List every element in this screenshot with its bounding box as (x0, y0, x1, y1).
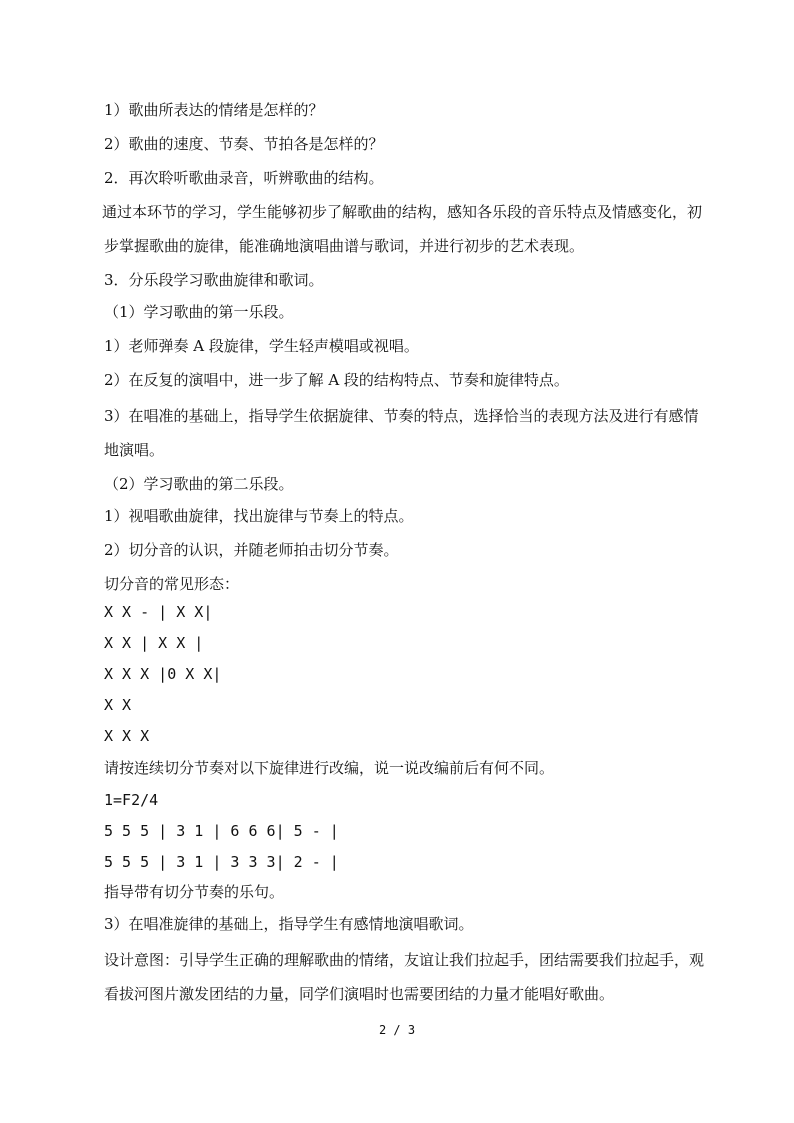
syncopation-forms-heading: 切分音的常见形态： (104, 575, 240, 593)
item-guide-phrase: 指导带有切分节奏的乐句。 (104, 883, 285, 901)
rhythm-pattern-3: X X X |0 X X| (104, 665, 222, 683)
rhythm-pattern-2: X X | X X | (104, 634, 204, 652)
item-teacher-plays-a: 1）老师弹奏 A 段旋律，学生轻声模唱或视唱。 (104, 337, 419, 355)
melody-line-2: 5 5 5 | 3 1 | 3 3 3| 2 - | (104, 853, 339, 871)
adaptation-instruction: 请按连续切分节奏对以下旋律进行改编，说一说改编前后有何不同。 (104, 759, 555, 777)
page-number: 2 / 3 (378, 1023, 416, 1037)
subsection-first-part: （1）学习歌曲的第一乐段。 (104, 303, 294, 321)
step-3-sections: 3．分乐段学习歌曲旋律和歌词。 (104, 271, 324, 289)
rhythm-pattern-1: X X - | X X| (104, 603, 213, 621)
rhythm-pattern-5: X X X (104, 727, 150, 745)
question-emotion: 1）歌曲所表达的情绪是怎样的？ (104, 101, 324, 119)
item-sing-lyrics: 3）在唱准旋律的基础上，指导学生有感情地演唱歌词。 (104, 915, 474, 933)
rhythm-pattern-4: X X (104, 696, 132, 714)
step-2-listen: 2．再次聆听歌曲录音，听辨歌曲的结构。 (104, 169, 384, 187)
item-sight-sing: 1）视唱歌曲旋律，找出旋律与节奏上的特点。 (104, 507, 414, 525)
subsection-second-part: （2）学习歌曲的第二乐段。 (104, 475, 294, 493)
question-tempo-rhythm: 2）歌曲的速度、节奏、节拍各是怎样的？ (104, 135, 384, 153)
item-syncopation-intro: 2）切分音的认识，并随老师拍击切分节奏。 (104, 541, 399, 559)
item-repeat-singing: 2）在反复的演唱中，进一步了解 A 段的结构特点、节奏和旋律特点。 (104, 371, 569, 389)
item-guide-expression: 3）在唱准的基础上，指导学生依据旋律、节奏的特点，选择恰当的表现方法及进行有感情地演唱。 (104, 407, 699, 459)
paragraph-learning-goal: 通过本环节的学习，学生能够初步了解歌曲的结构，感知各乐段的音乐特点及情感变化，初步掌握歌曲的旋律，能准确地演唱曲谱与歌词，并进行初步的艺术表现。 (102, 203, 703, 255)
key-signature: 1=F2/4 (104, 791, 159, 809)
design-intent-paragraph: 设计意图：引导学生正确的理解歌曲的情绪，友谊让我们拉起手，团结需要我们拉起手，观看拔河图片激发团结的力量，同学们演唱时也需要团结的力量才能唱好歌曲。 (104, 951, 705, 1003)
melody-line-1: 5 5 5 | 3 1 | 6 6 6| 5 - | (104, 822, 339, 840)
